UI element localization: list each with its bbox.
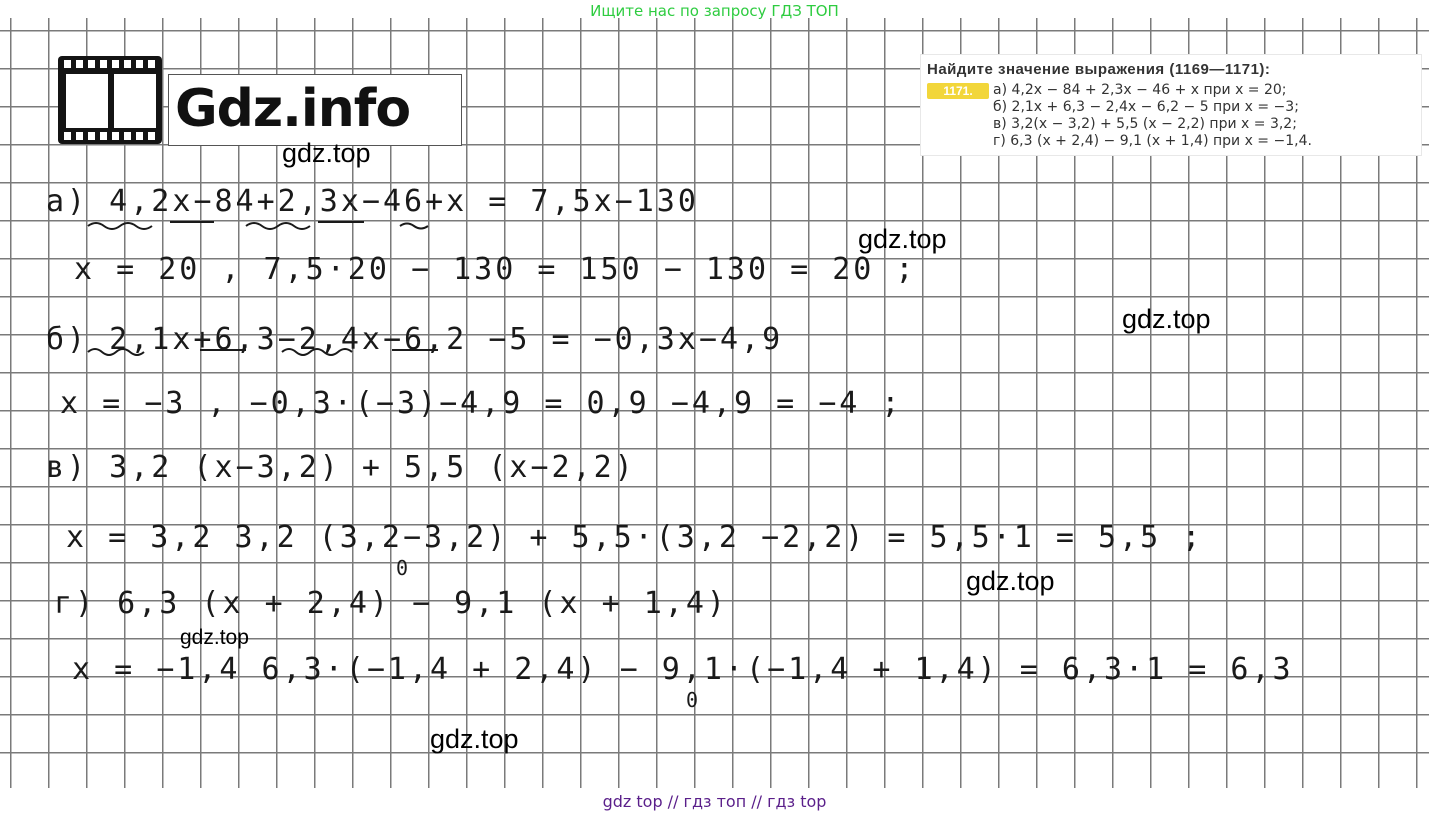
solution-b-line-1: б) 2,1x+6,3−2,4x−6,2 −5 = −0,3x−4,9 bbox=[46, 322, 784, 357]
watermark: gdz.top bbox=[966, 566, 1055, 596]
solution-d-line-2: x = −1,4 6,3·(−1,4 + 2,4) − 9,1·(−1,4 + 1,4) = 6,3·1 = 6,3 bbox=[72, 652, 1294, 687]
bottom-banner: gdz top // гдз топ // гдз top bbox=[602, 792, 827, 811]
problem-line-d: г) 6,3 (x + 2,4) − 9,1 (x + 1,4) при x = −1,4. bbox=[993, 133, 1312, 149]
problem-heading: Найдите значение выражения (1169—1171): bbox=[927, 61, 1271, 78]
solution-c-line-2: x = 3,2 3,2 (3,2−3,2) + 5,5·(3,2 −2,2) = 5,5·1 = 5,5 ; bbox=[66, 520, 1204, 555]
problem-line-c: в) 3,2(x − 3,2) + 5,5 (x − 2,2) при x = 3,2; bbox=[993, 116, 1297, 132]
solution-a-line-2: x = 20 , 7,5·20 − 130 = 150 − 130 = 20 ; bbox=[74, 252, 917, 287]
watermark: gdz.top bbox=[1122, 304, 1211, 334]
problem-line-b: б) 2,1x + 6,3 − 2,4x − 6,2 − 5 при x = −3; bbox=[993, 99, 1299, 115]
solution-a-line-1: а) 4,2x−84+2,3x−46+x = 7,5x−130 bbox=[46, 184, 699, 219]
watermark: gdz.top bbox=[430, 724, 519, 754]
solution-d-line-1: г) 6,3 (x + 2,4) − 9,1 (x + 1,4) bbox=[54, 586, 728, 621]
solution-d-note: 0 bbox=[686, 688, 702, 712]
solution-b-line-2: x = −3 , −0,3·(−3)−4,9 = 0,9 −4,9 = −4 ; bbox=[60, 386, 903, 421]
solution-c-line-1: в) 3,2 (x−3,2) + 5,5 (x−2,2) bbox=[46, 450, 636, 485]
problem-number-badge: 1171. bbox=[927, 83, 989, 99]
watermark: gdz.top bbox=[282, 138, 371, 168]
logo-text: Gdz.info bbox=[175, 79, 411, 139]
solution-c-note: 0 bbox=[396, 556, 412, 580]
top-banner: Ищите нас по запросу ГДЗ ТОП bbox=[590, 2, 839, 20]
watermark: gdz.top bbox=[858, 224, 947, 254]
problem-line-a: а) 4,2x − 84 + 2,3x − 46 + x при x = 20; bbox=[993, 82, 1287, 98]
watermark: gdz.top bbox=[180, 626, 249, 649]
